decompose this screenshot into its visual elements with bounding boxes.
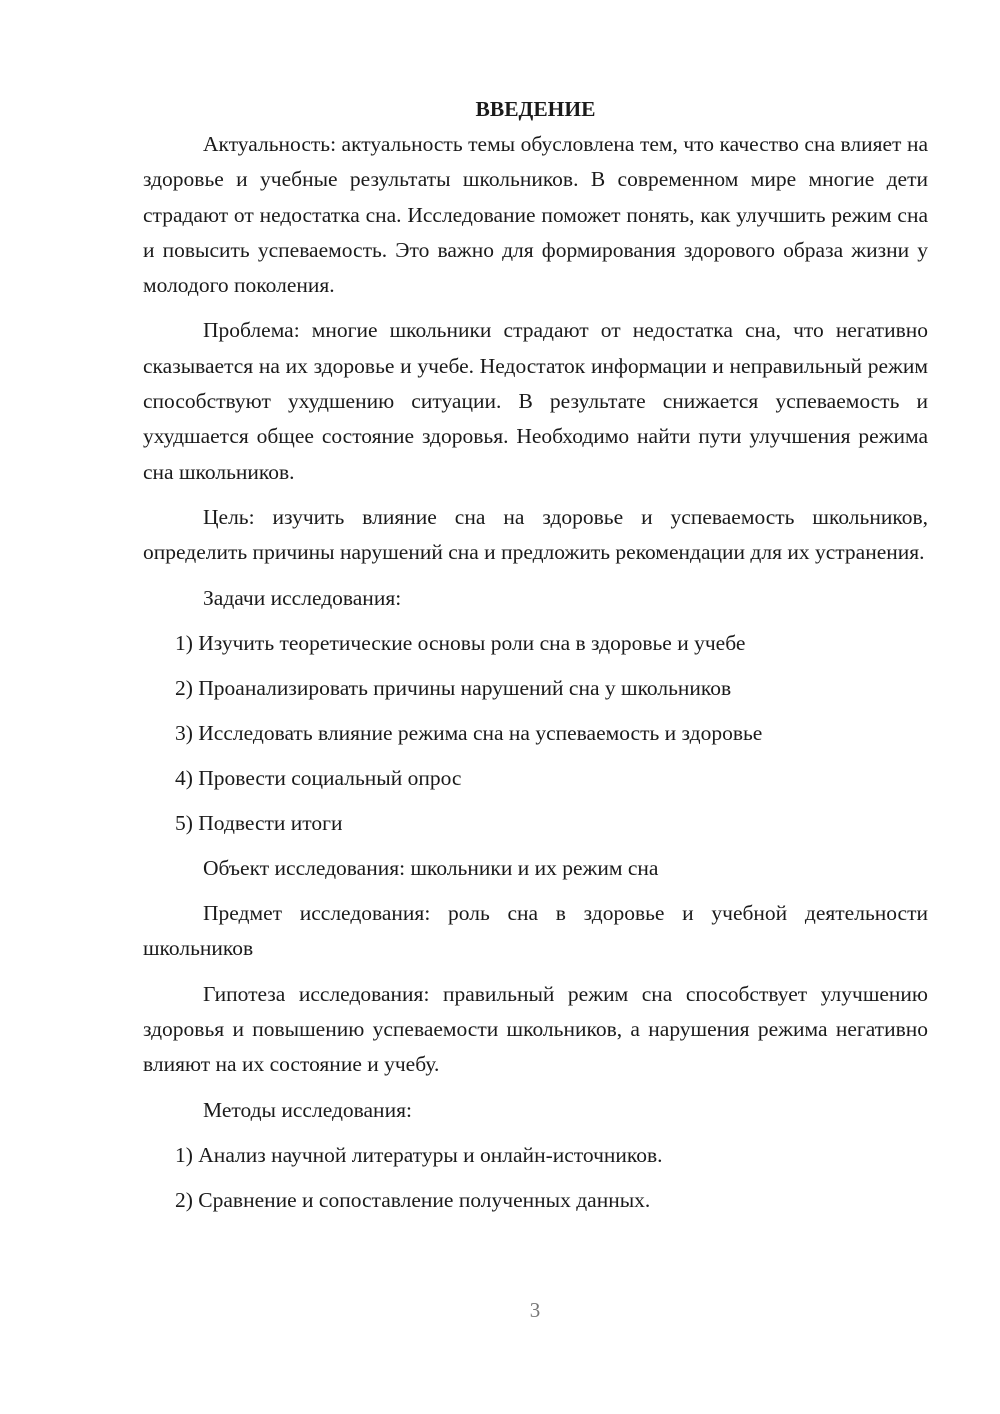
list-item: 1) Изучить теоретические основы роли сна в здоровье и учебе <box>175 630 746 655</box>
list-item: 2) Проанализировать причины нарушений сна у школьников <box>175 675 732 700</box>
relevance-paragraph: Актуальность: актуальность темы обусловлена тем, что качество сна влияет на здоровье и учебные результаты школьников. В современном мире многие дети страдают от недостатка сна. Исследование поможет понять, как улучшить режим сна и повысить успеваемость. Это важно для формирования здорового образа жизни у молодого поколения. <box>143 132 928 298</box>
goal-paragraph: Цель: изучить влияние сна на здоровье и успеваемость школьников, определить причины нарушений сна и предложить рекомендации для их устранения. <box>143 504 928 565</box>
hypothesis-paragraph: Гипотеза исследования: правильный режим сна способствует улучшению здоровья и повышению успеваемости школьников, а нарушения режима негативно влияют на их состояние и учебу. <box>143 981 928 1077</box>
list-item: 2) Сравнение и сопоставление полученных данных. <box>175 1187 651 1212</box>
methods-list <box>143 1138 928 1218</box>
list-item: 4) Провести социальный опрос <box>175 765 462 790</box>
list-item: 3) Исследовать влияние режима сна на успеваемость и здоровье <box>175 720 763 745</box>
methods-heading: Методы исследования: <box>203 1097 412 1122</box>
object-paragraph: Объект исследования: школьники и их режим сна <box>203 855 659 880</box>
tasks-heading: Задачи исследования: <box>203 585 402 610</box>
list-item: 1) Анализ научной литературы и онлайн-источников. <box>175 1142 663 1167</box>
tasks-list <box>143 626 928 841</box>
page-number: 3 <box>529 1298 541 1322</box>
document-page <box>143 92 928 1228</box>
list-item: 5) Подвести итоги <box>175 810 343 835</box>
problem-paragraph: Проблема: многие школьники страдают от недостатка сна, что негативно сказывается на их здоровье и учебе. Недостаток информации и неправильный режим способствуют ухудшению ситуации. В результате снижается успеваемость и ухудшается общее состояние здоровья. Необходимо найти пути улучшения режима сна школьников. <box>143 318 928 484</box>
subject-paragraph: Предмет исследования: роль сна в здоровье и учебной деятельности школьников <box>143 901 928 961</box>
page-title: ВВЕДЕНИЕ <box>475 97 596 121</box>
